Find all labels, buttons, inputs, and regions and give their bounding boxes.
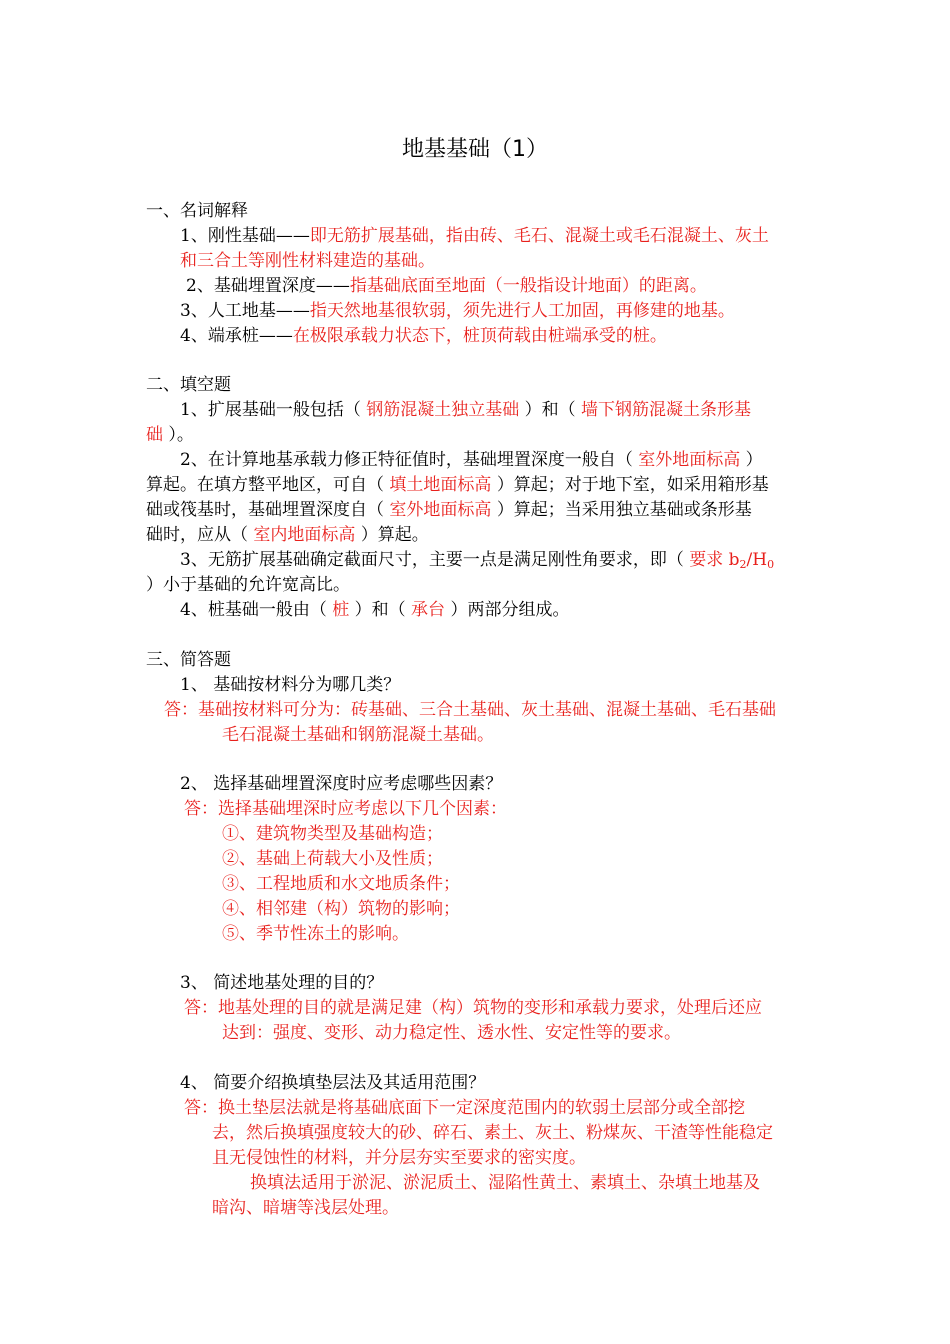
fill-2: [180, 448, 763, 472]
fill-4: [180, 598, 569, 622]
answer-4-line-4: 换填法适用于淤泥、淤泥质土、湿陷性黄土、素填土、杂填土地基及: [250, 1173, 760, 1193]
fill-2-text-4: ）算起；对于地下室，如采用箱形基: [496, 475, 769, 495]
answer-2: 答：选择基础埋深时应考虑以下几个因素：: [184, 799, 507, 819]
question-1: 1、 基础按材料分为哪几类？: [180, 675, 401, 695]
term-1-answer: 即无筋扩展基础，指由砖、毛石、混凝土或毛石混凝土、灰土: [309, 226, 769, 246]
question-3: 3、 简述地基处理的目的？: [180, 973, 384, 993]
term-4-answer: 在极限承载力状态下，桩顶荷载由桩端承受的桩。: [292, 326, 667, 346]
fill-2-text-7: 础时，应从（: [146, 525, 248, 545]
question-2: 2、 选择基础埋置深度时应考虑哪些因素？: [180, 774, 503, 794]
fill-2-blank-1: 室外地面标高: [638, 450, 741, 470]
answer-2-item: ③、工程地质和水文地质条件；: [222, 874, 460, 894]
fill-2-text-6: ）算起；当采用独立基础或条形基: [496, 500, 752, 520]
fill-1-text-3: ）。: [168, 425, 194, 445]
fill-3-blank: [689, 550, 774, 570]
fill-1-text: 1、扩展基础一般包括（: [180, 400, 361, 420]
answer-1-cont: 毛石混凝土基础和钢筋混凝土基础。: [222, 725, 494, 745]
fill-4-text-2: ）和（: [354, 600, 406, 620]
term-3: [180, 299, 735, 323]
answer-1: 答：基础按材料可分为：砖基础、三合土基础、灰土基础、混凝土基础、毛石基础: [164, 700, 776, 720]
fill-3-blank-b: /H: [746, 550, 768, 570]
fill-3-sub-1: 2: [739, 558, 747, 571]
fill-1: [180, 398, 751, 422]
term-2-label: 2、基础埋置深度——: [186, 276, 350, 296]
fill-1-text-2: ）和（: [524, 400, 576, 420]
answer-4-line-5: 暗沟、暗塘等浅层处理。: [212, 1198, 399, 1218]
answer-3: 答：地基处理的目的就是满足建（构）筑物的变形和承载力要求，处理后还应: [184, 998, 762, 1018]
fill-2-text: 2、在计算地基承载力修正特征值时，基础埋置深度一般自（: [180, 450, 633, 470]
fill-4-text-3: ）两部分组成。: [450, 600, 570, 620]
fill-4-blank-1: 桩: [332, 600, 350, 620]
answer-2-item: ①、建筑物类型及基础构造；: [222, 824, 443, 844]
answer-3-cont: 达到：强度、变形、动力稳定性、透水性、安定性等的要求。: [222, 1023, 681, 1043]
fill-3-sub-2: 0: [767, 558, 775, 571]
answer-4-line-2: 去，然后换填强度较大的砂、碎石、素土、灰土、粉煤灰、干渣等性能稳定: [212, 1123, 773, 1143]
question-4: 4、 简要介绍换填垫层法及其适用范围？: [180, 1073, 486, 1093]
fill-1-blank-1: 钢筋混凝土独立基础: [366, 400, 520, 420]
section-heading-1: 一、名词解释: [146, 201, 248, 221]
fill-2-text-5: 础或筏基时，基础埋置深度自（: [146, 500, 384, 520]
term-3-answer: 指天然地基很软弱，须先进行人工加固，再修建的地基。: [309, 301, 735, 321]
fill-2-text-3: 算起。在填方整平地区，可自（: [146, 475, 384, 495]
fill-2-line-3: [146, 498, 752, 522]
term-4: [180, 324, 667, 348]
term-4-label: 4、端承桩——: [180, 326, 293, 346]
fill-2-line-2: [146, 473, 769, 497]
fill-4-text: 4、桩基础一般由（: [180, 600, 327, 620]
fill-2-blank-4: 室内地面标高: [253, 525, 356, 545]
fill-1-cont: [146, 423, 194, 447]
page-title: 地基基础（1）: [402, 137, 548, 162]
answer-4: 答：换土垫层法就是将基础底面下一定深度范围内的软弱土层部分或全部挖: [184, 1098, 745, 1118]
fill-4-blank-2: 承台: [411, 600, 446, 620]
fill-3-text: 3、无筋扩展基础确定截面尺寸，主要一点是满足刚性角要求，即（: [180, 550, 684, 570]
fill-1-blank-2: 墙下钢筋混凝土条形基: [581, 400, 752, 420]
fill-2-line-4: [146, 523, 429, 547]
fill-1-blank-2-cont: 础: [146, 425, 163, 445]
answer-2-item: ⑤、季节性冻土的影响。: [222, 924, 409, 944]
answer-4-line-3: 且无侵蚀性的材料，并分层夯实至要求的密实度。: [212, 1148, 586, 1168]
fill-2-text-2: ）: [745, 450, 763, 470]
term-2: [186, 274, 707, 298]
term-1: [180, 224, 769, 248]
term-1-label: 1、刚性基础——: [180, 226, 310, 246]
answer-2-item: ④、相邻建（构）筑物的影响；: [222, 899, 460, 919]
section-heading-3: 三、简答题: [146, 650, 231, 670]
term-2-answer: 指基础底面至地面（一般指设计地面）的距离。: [349, 276, 707, 296]
term-1-answer-cont: 和三合土等刚性材料建造的基础。: [180, 251, 435, 271]
fill-2-blank-2: 填土地面标高: [389, 475, 492, 495]
fill-2-blank-3: 室外地面标高: [389, 500, 492, 520]
fill-2-text-8: ）算起。: [360, 525, 429, 545]
fill-3-cont: ）小于基础的允许宽高比。: [146, 575, 350, 595]
term-3-label: 3、人工地基——: [180, 301, 310, 321]
section-heading-2: 二、填空题: [146, 375, 231, 395]
answer-2-item: ②、基础上荷载大小及性质；: [222, 849, 443, 869]
fill-3-blank-a: 要求 b: [689, 550, 740, 570]
